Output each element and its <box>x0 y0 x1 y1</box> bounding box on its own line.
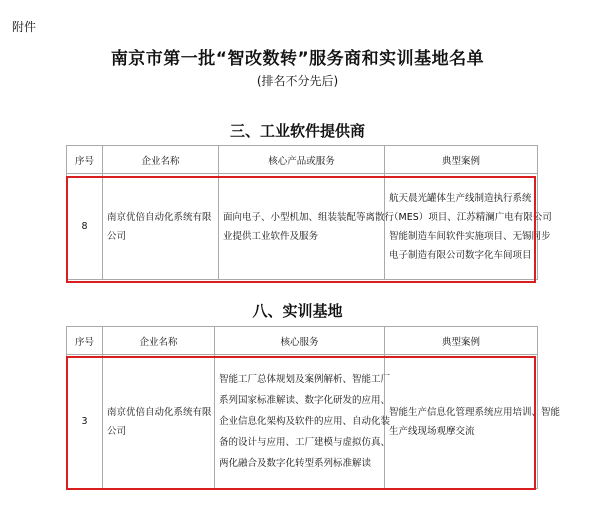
table-row <box>67 355 538 489</box>
page-subtitle: (排名不分先后) <box>256 74 339 88</box>
page-title: 南京市第一批“智改数转”服务商和实训基地名单 <box>110 49 485 69</box>
section-heading-training: 八、实训基地 <box>252 302 343 320</box>
table-header-row <box>67 327 538 355</box>
col-header-cases: 典型案例 <box>385 146 538 174</box>
row-no: 3 <box>67 355 103 489</box>
row-product: 面向电子、小型机加、组装装配等离散行 业提供工业软件及服务 <box>219 174 385 280</box>
col-header-no: 序号 <box>67 327 103 355</box>
row-company: 南京优倍自动化系统有限公司 <box>103 174 219 280</box>
col-header-company: 企业名称 <box>103 146 219 174</box>
row-company: 南京优倍自动化系统有限 公司 <box>103 355 215 489</box>
col-header-company: 企业名称 <box>103 327 215 355</box>
section-heading-software: 三、工业软件提供商 <box>229 122 365 140</box>
software-provider-table <box>66 145 552 280</box>
row-no: 8 <box>67 174 103 280</box>
row-service: 智能工厂总体规划及案例解析、智能工厂 系列国家标准解读、数字化研发的应用、 企业信息化架构及软件的应用、自动化装 备的设计与应用、工厂建模与虚拟仿真、 两化融合及数字化转型系列标准解读 <box>215 355 385 489</box>
row-cases: 智能生产信息化管理系统应用培训、智能 生产线现场观摩交流 <box>385 355 538 489</box>
col-header-product: 核心产品或服务 <box>219 146 385 174</box>
col-header-cases: 典型案例 <box>385 327 538 355</box>
attachment-label: 附件 <box>12 20 37 34</box>
col-header-service: 核心服务 <box>215 327 385 355</box>
training-base-table <box>66 326 561 489</box>
table-header-row <box>67 146 538 174</box>
col-header-no: 序号 <box>67 146 103 174</box>
table-row <box>67 174 538 280</box>
row-cases: 航天晨光罐体生产线制造执行系统 （MES）项目、江苏精澜广电有限公司 智能制造车间软件实施项目、无锡同步 电子制造有限公司数字化车间项目 <box>385 174 538 280</box>
